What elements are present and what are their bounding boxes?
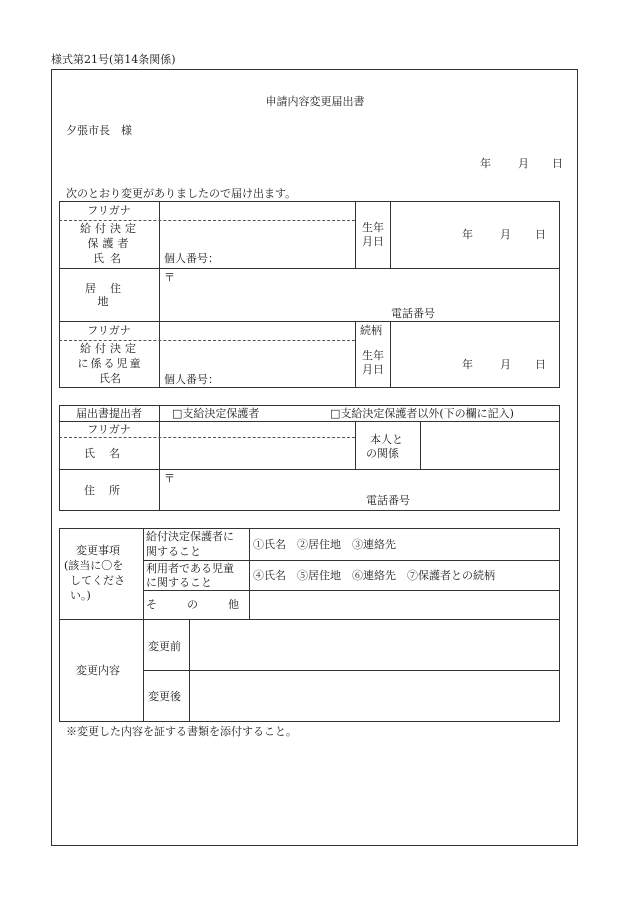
guardian-birth-label-line2: 月日 <box>362 235 384 248</box>
guardian-birth-month: 月 <box>500 228 511 241</box>
submitter-relation-line1: 本人と <box>370 433 403 446</box>
footnote: ※変更した内容を証する書類を添付すること。 <box>66 725 297 738</box>
submitter-option-guardian[interactable]: □支給決定保護者 <box>172 407 260 420</box>
guardian-phone-label: 電話番号 <box>391 307 435 320</box>
guardian-personal-number-label: 個人番号： <box>164 252 219 265</box>
change-row1-label-line2: 関すること <box>146 545 201 558</box>
change-items-label-line3: してくださ <box>70 574 125 587</box>
submitter-address-label: 住所 <box>84 483 134 497</box>
submitter-postal-mark: 〒 <box>164 472 175 485</box>
date-month-label: 月 <box>518 157 529 170</box>
change-row3-label: その他 <box>146 598 269 611</box>
child-birth-day: 日 <box>535 358 546 371</box>
submitter-furigana-label: フリガナ <box>87 422 131 436</box>
guardian-postal-mark: 〒 <box>164 271 175 284</box>
child-label-line3: 氏名 <box>99 372 121 385</box>
change-before-label: 変更前 <box>148 640 181 653</box>
child-birth-year: 年 <box>462 358 473 371</box>
child-label-line2: に係る児童 <box>77 357 143 370</box>
change-content-label: 変更内容 <box>76 664 120 677</box>
form-number-note: 様式第21号(第14条関係) <box>51 53 176 66</box>
submitter-option-other[interactable]: □支給決定保護者以外(下の欄に記入) <box>330 407 514 420</box>
guardian-label-line3: 氏名 <box>93 252 127 265</box>
change-items-label-line1: 変更事項 <box>76 544 120 557</box>
change-row2-options[interactable]: ④氏名 ⑤居住地 ⑥連絡先 ⑦保護者との続柄 <box>253 569 495 582</box>
submitter-phone-label: 電話番号 <box>366 494 410 507</box>
child-furigana-label: フリガナ <box>87 324 131 337</box>
change-table <box>59 528 560 722</box>
change-row1-label-line1: 給付決定保護者に <box>146 530 234 543</box>
date-year-label: 年 <box>480 157 491 170</box>
guardian-birth-year: 年 <box>462 228 473 241</box>
child-birth-month: 月 <box>500 358 511 371</box>
change-items-label-line4: い。) <box>70 589 91 602</box>
date-day-label: 日 <box>552 157 563 170</box>
guardian-birth-label-line1: 生年 <box>362 221 384 234</box>
change-after-label: 変更後 <box>148 690 181 703</box>
guardian-furigana-label: フリガナ <box>87 204 131 217</box>
addressee: 夕張市長 様 <box>66 124 132 137</box>
change-row1-options[interactable]: ①氏名 ②居住地 ③連絡先 <box>253 538 396 551</box>
change-row2-label-line1: 利用者である児童 <box>146 562 234 575</box>
form-title: 申請内容変更届出書 <box>265 95 365 108</box>
submitter-relation-line2: の関係 <box>366 447 399 460</box>
guardian-label-line1: 給付決定 <box>80 222 140 235</box>
guardian-birth-day: 日 <box>535 228 546 241</box>
guardian-address-label: 居住地 <box>85 281 135 308</box>
change-items-label-line2: (該当に〇を <box>64 559 124 572</box>
child-label-line1: 給付決定 <box>80 342 140 355</box>
submitter-label: 届出書提出者 <box>76 406 142 420</box>
change-row2-label-line2: に関すること <box>146 576 212 589</box>
child-personal-number-label: 個人番号： <box>164 373 219 386</box>
guardian-label-line2: 保護者 <box>87 237 133 250</box>
child-relation-label: 続柄 <box>360 324 382 337</box>
child-birth-label-line2: 月日 <box>362 363 384 376</box>
child-birth-label-line1: 生年 <box>362 349 384 362</box>
intro-text: 次のとおり変更がありましたので届け出ます。 <box>66 187 297 200</box>
submitter-name-label: 氏名 <box>84 446 134 460</box>
